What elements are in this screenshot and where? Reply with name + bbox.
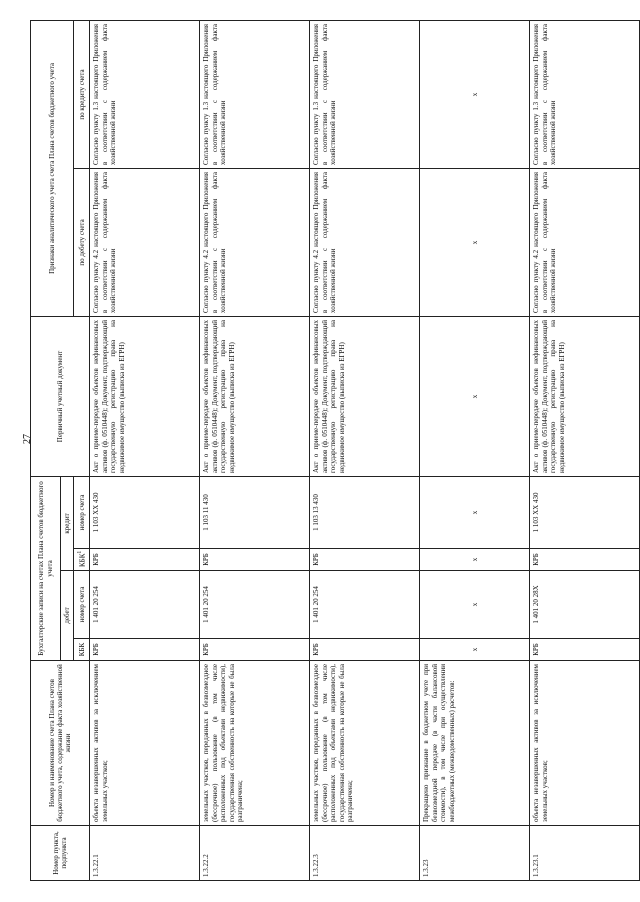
row-debit-account: 1 401 20 254 [200,571,310,639]
header-debit-account: номер счета [74,571,90,639]
row-primary-doc: Акт о приеме-передаче объектов нефинансовых активов (ф. 0510448); Документ, подтверждающий государственную регистрацию права на недвижимое имущество (выписка из ЕГРН) [90,316,200,476]
row-content: Прекращено признание в бюджетном учете при безвозмездной передаче (в части балансовой стоимости), в том числе при осуществлении межбюджетных (межведомственных) расчетов: [420,661,530,826]
header-credit: кредит [61,476,74,570]
header-entries: Бухгалтерские записи на счетах Плана счетов бюджетного учета [31,476,61,660]
row-analytics-debit: x [420,168,530,316]
row-analytics-debit: Согласно пункту 4.2 настоящего Приложения в соответствии с содержанием факта хозяйственной жизни [530,168,640,316]
header-account-name: Номер и наименование счета Плана счетов бюджетного учета, содержание факта хозяйственной жизни [31,661,90,826]
row-analytics-credit: x [420,20,530,168]
row-debit-kbk: x [420,639,530,661]
row-analytics-credit: Согласно пункту 1.3 настоящего Приложения в соответствии с содержанием факта хозяйственной жизни [310,20,420,168]
row-primary-doc: Акт о приеме-передаче объектов нефинансовых активов (ф. 0510448); Документ, подтверждающий государственную регистрацию права на недвижимое имущество (выписка из ЕГРН) [200,316,310,476]
row-credit-account: 1 103 13 430 [310,476,420,548]
row-credit-kbk: КРБ [90,549,200,571]
header-number: Номер пункта, подпункта [31,826,90,881]
row-credit-account: x [420,476,530,548]
row-debit-account: 1 401 20 254 [310,571,420,639]
table-row [200,20,310,880]
row-credit-account: 1 103 11 430 [200,476,310,548]
header-debit-kbk: КБК [74,639,90,661]
header-credit-kbk-text: КБК [78,553,87,567]
rotated-table-container [30,21,615,881]
row-debit-kbk: КРБ [90,639,200,661]
row-content: объекта незавершенных активов за исключением земельных участков; [530,661,640,826]
row-credit-kbk: КРБ [200,549,310,571]
row-credit-kbk: КРБ [530,549,640,571]
row-content: объекта незавершенных активов за исключением земельных участков; [90,661,200,826]
row-analytics-debit: Согласно пункту 4.2 настоящего Приложения в соответствии с содержанием факта хозяйственной жизни [200,168,310,316]
header-credit-kbk-footnote: 1 [77,550,84,554]
row-credit-account: 1 103 XX 430 [530,476,640,548]
row-debit-account: x [420,571,530,639]
row-number: 1.3.23 [420,826,530,881]
row-content: земельных участков, переданных в безвозмездное (бессрочное) пользование (в том числе расположенных под объектами недвижимости), государственная собственность на которые не была разграничена; [200,661,310,826]
row-analytics-credit: Согласно пункту 1.3 настоящего Приложения в соответствии с содержанием факта хозяйственной жизни [90,20,200,168]
row-debit-kbk: КРБ [200,639,310,661]
row-content: земельных участков, переданных в безвозмездное (бессрочное) пользование (в том числе расположенных под объектами недвижимости), государственная собственность на которые не была разграничена; [310,661,420,826]
accounting-entries-table [30,20,640,881]
header-by-debit: по дебету счета [74,168,90,316]
row-debit-account: 1 401 20 254 [90,571,200,639]
row-number: 1.3.22.3 [310,826,420,881]
page-number: 27 [22,434,33,444]
header-primary-doc: Первичный учетный документ [31,316,90,476]
row-debit-kbk: КРБ [310,639,420,661]
table-row [530,20,640,880]
row-analytics-debit: Согласно пункту 4.2 настоящего Приложения в соответствии с содержанием факта хозяйственной жизни [90,168,200,316]
header-credit-account: номер счета [74,476,90,548]
header-analytics: Признаки аналитического учета счета Плана счетов бюджетного учета [31,20,74,316]
header-credit-kbk [74,549,90,571]
table-row [310,20,420,880]
row-analytics-debit: Согласно пункту 4.2 настоящего Приложения в соответствии с содержанием факта хозяйственной жизни [310,168,420,316]
row-analytics-credit: Согласно пункту 1.3 настоящего Приложения в соответствии с содержанием факта хозяйственной жизни [530,20,640,168]
row-credit-kbk: x [420,549,530,571]
row-credit-account: 1 103 XX 430 [90,476,200,548]
row-primary-doc: x [420,316,530,476]
row-analytics-credit: Согласно пункту 1.3 настоящего Приложения в соответствии с содержанием факта хозяйственной жизни [200,20,310,168]
row-credit-kbk: КРБ [310,549,420,571]
row-debit-kbk: КРБ [530,639,640,661]
row-number: 1.3.23.1 [530,826,640,881]
row-number: 1.3.22.2 [200,826,310,881]
table-row [90,20,200,880]
row-number: 1.3.22.1 [90,826,200,881]
table-row [420,20,530,880]
row-debit-account: 1 401 20 28X [530,571,640,639]
row-primary-doc: Акт о приеме-передаче объектов нефинансовых активов (ф. 0510448); Документ, подтверждающий государственную регистрацию права на недвижимое имущество (выписка из ЕГРН) [310,316,420,476]
row-primary-doc: Акт о приеме-передаче объектов нефинансовых активов (ф. 0510448); Документ, подтверждающий государственную регистрацию права на недвижимое имущество (выписка из ЕГРН) [530,316,640,476]
header-debit: дебет [61,571,74,661]
header-by-credit: по кредиту счета [74,20,90,168]
